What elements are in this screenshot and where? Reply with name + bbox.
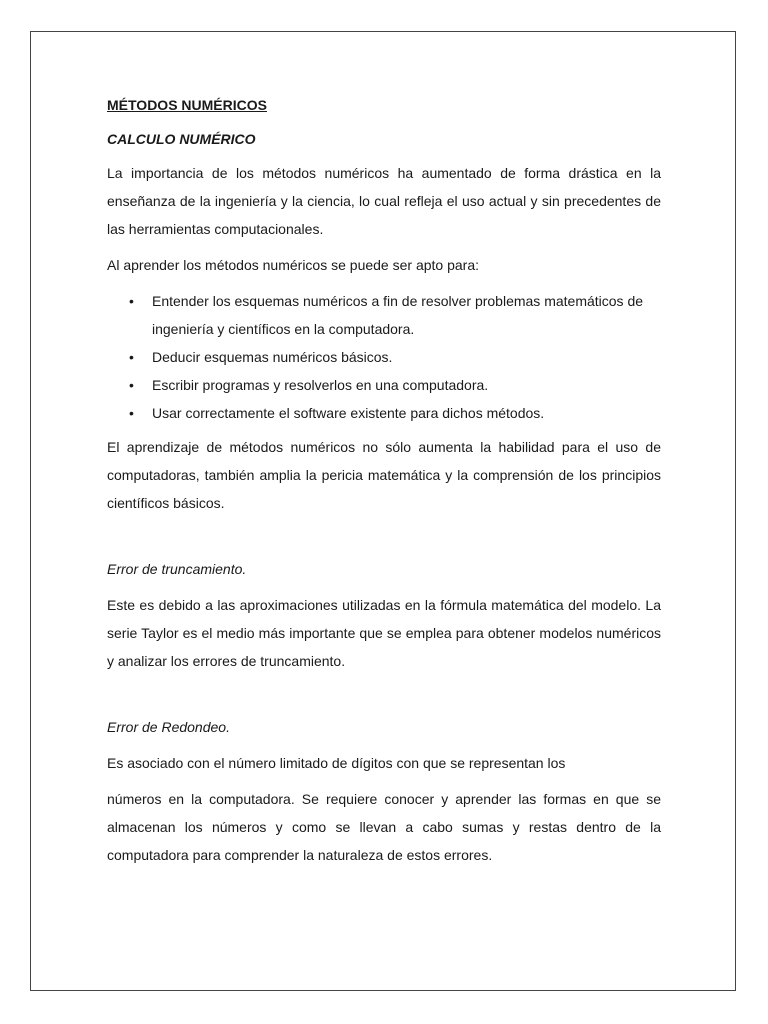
document-title: MÉTODOS NUMÉRICOS (107, 97, 267, 113)
closing-paragraph: El aprendizaje de métodos numéricos no sólo aumenta la habilidad para el uso de computadoras, también amplia la pericia matemática y la comprensión de los principios científicos básicos. (107, 439, 661, 511)
section-heading-redondeo: Error de Redondeo. (107, 719, 230, 735)
list-item (107, 343, 661, 371)
list-item-text: Entender los esquemas numéricos a fin de resolver problemas matemáticos de ingeniería y científicos en la computadora. (152, 293, 644, 337)
document-subtitle: CALCULO NUMÉRICO (107, 131, 256, 147)
list-item-text: Deducir esquemas numéricos básicos. (152, 349, 393, 365)
bullet-icon: • (129, 405, 134, 421)
redondeo-paragraph-2: números en la computadora. Se requiere conocer y aprender las formas en que se almacenan los números y como se llevan a cabo sumas y restas dentro de la computadora para comprender la naturaleza de estos errores. (107, 791, 661, 863)
list-item-text: Escribir programas y resolverlos en una computadora. (152, 377, 489, 393)
bullet-icon: • (129, 349, 134, 365)
bullet-icon: • (129, 377, 134, 393)
list-item-text: Usar correctamente el software existente para dichos métodos. (152, 405, 545, 421)
bullet-list (107, 287, 661, 427)
redondeo-paragraph-1: Es asociado con el número limitado de dígitos con que se representan los (107, 755, 566, 771)
list-item (107, 287, 661, 343)
bullet-icon: • (129, 293, 134, 309)
truncamiento-paragraph: Este es debido a las aproximaciones utilizadas en la fórmula matemática del modelo. La serie Taylor es el medio más importante que se emplea para obtener modelos numéricos y analizar los errores de truncamiento. (107, 597, 661, 669)
list-intro: Al aprender los métodos numéricos se puede ser apto para: (107, 257, 479, 273)
document-page (30, 31, 736, 991)
document-body (107, 91, 661, 869)
list-item (107, 371, 661, 399)
section-heading-truncamiento: Error de truncamiento. (107, 561, 247, 577)
list-item (107, 399, 661, 427)
intro-paragraph: La importancia de los métodos numéricos ha aumentado de forma drástica en la enseñanza de la ingeniería y la ciencia, lo cual refleja el uso actual y sin precedentes de las herramientas computacionales. (107, 165, 661, 237)
